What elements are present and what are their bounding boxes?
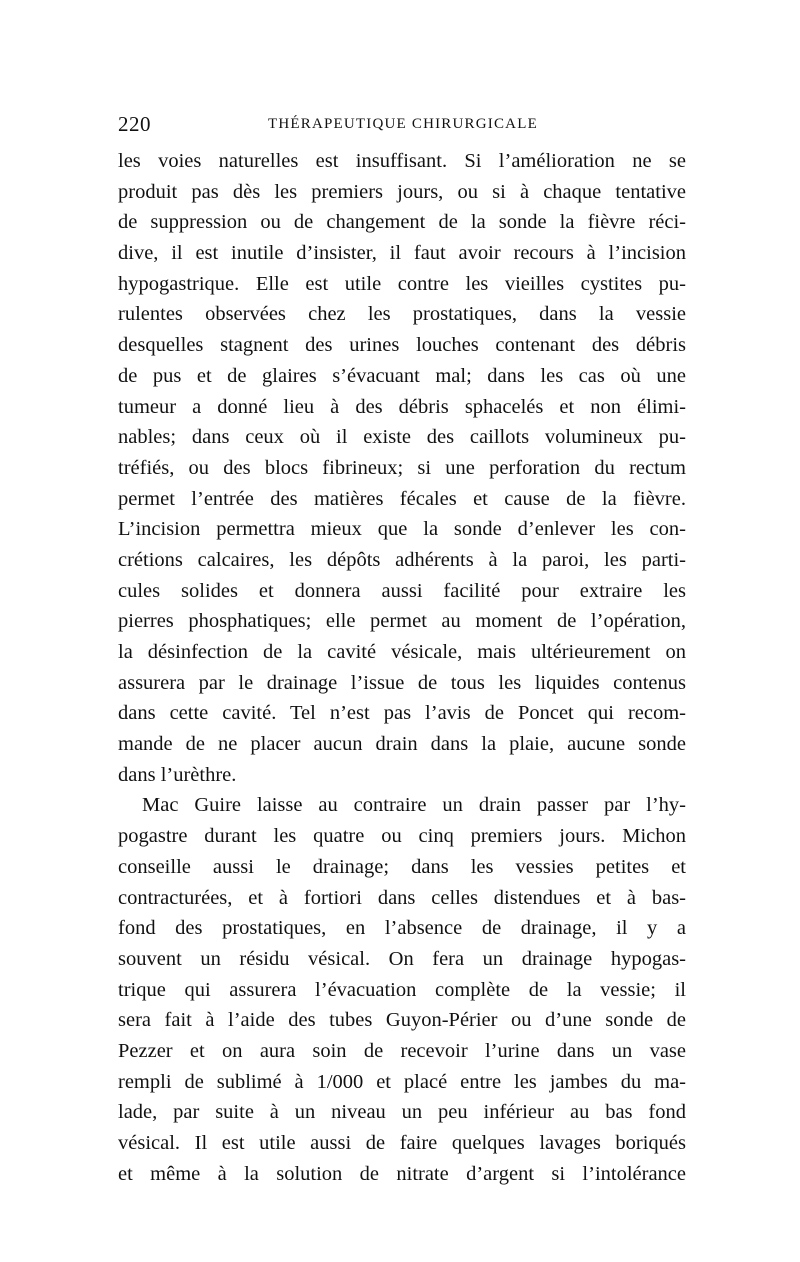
running-title: THÉRAPEUTIQUE CHIRURGICALE — [268, 116, 538, 132]
text-line: hypogastrique. Elle est utile contre les vieilles cystites pu- — [118, 272, 686, 295]
text-line: dans l’urèthre. — [118, 763, 237, 786]
text-line: permet l’entrée des matières fécales et cause de la fièvre. — [118, 487, 686, 510]
body-text — [118, 146, 686, 1189]
page-number: 220 — [118, 112, 151, 136]
text-line: rulentes observées chez les prostatiques, dans la vessie — [118, 303, 686, 326]
text-line: et même à la solution de nitrate d’argent si l’intolérance — [118, 1162, 686, 1185]
text-line: vésical. Il est utile aussi de faire quelques lavages boriqués — [118, 1132, 686, 1154]
text-line: rempli de sublimé à 1/000 et placé entre les jambes du ma- — [118, 1070, 686, 1093]
text-line: nables; dans ceux où il existe des caillots volumineux pu- — [118, 426, 686, 449]
text-line: cules solides et donnera aussi facilité pour extraire les — [118, 579, 686, 602]
text-line: trique qui assurera l’évacuation complète de la vessie; il — [118, 978, 686, 1001]
text-line: conseille aussi le drainage; dans les vessies petites et — [118, 855, 686, 878]
text-line: pierres phosphatiques; elle permet au moment de l’opération, — [118, 610, 686, 633]
text-line: crétions calcaires, les dépôts adhérents à la paroi, les parti- — [118, 548, 686, 571]
running-head — [118, 112, 688, 142]
text-line: tumeur a donné lieu à des débris sphacelés et non élimi- — [118, 395, 686, 418]
text-line: lade, par suite à un niveau un peu inférieur au bas fond — [118, 1101, 686, 1124]
text-line: mande de ne placer aucun drain dans la plaie, aucune sonde — [118, 733, 686, 756]
text-line: la désinfection de la cavité vésicale, mais ultérieurement on — [118, 641, 686, 663]
text-line: tréfiés, ou des blocs fibrineux; si une perforation du rectum — [118, 456, 686, 479]
text-line: assurera par le drainage l’issue de tous les liquides contenus — [118, 671, 686, 694]
text-line: dive, il est inutile d’insister, il faut avoir recours à l’incision — [118, 242, 686, 265]
text-line: Mac Guire laisse au contraire un drain passer par l’hy- — [142, 794, 686, 817]
text-line: fond des prostatiques, en l’absence de drainage, il y a — [118, 917, 686, 940]
text-line: de suppression ou de changement de la sonde la fièvre réci- — [118, 211, 686, 234]
text-line: souvent un résidu vésical. On fera un drainage hypogas- — [118, 947, 686, 970]
text-line: dans cette cavité. Tel n’est pas l’avis de Poncet qui recom- — [118, 702, 686, 725]
text-line: L’incision permettra mieux que la sonde d’enlever les con- — [118, 518, 686, 541]
text-line: produit pas dès les premiers jours, ou si à chaque tentative — [118, 180, 686, 203]
text-line: Pezzer et on aura soin de recevoir l’urine dans un vase — [118, 1039, 686, 1062]
text-line: sera fait à l’aide des tubes Guyon-Périer ou d’une sonde de — [118, 1009, 686, 1032]
text-line: de pus et de glaires s’évacuant mal; dans les cas où une — [118, 364, 686, 387]
text-line: les voies naturelles est insuffisant. Si l’amélioration ne se — [118, 150, 686, 172]
text-line: contracturées, et à fortiori dans celles distendues et à bas- — [118, 886, 686, 909]
text-line: pogastre durant les quatre ou cinq premiers jours. Michon — [118, 825, 686, 848]
text-line: desquelles stagnent des urines louches contenant des débris — [118, 334, 686, 357]
